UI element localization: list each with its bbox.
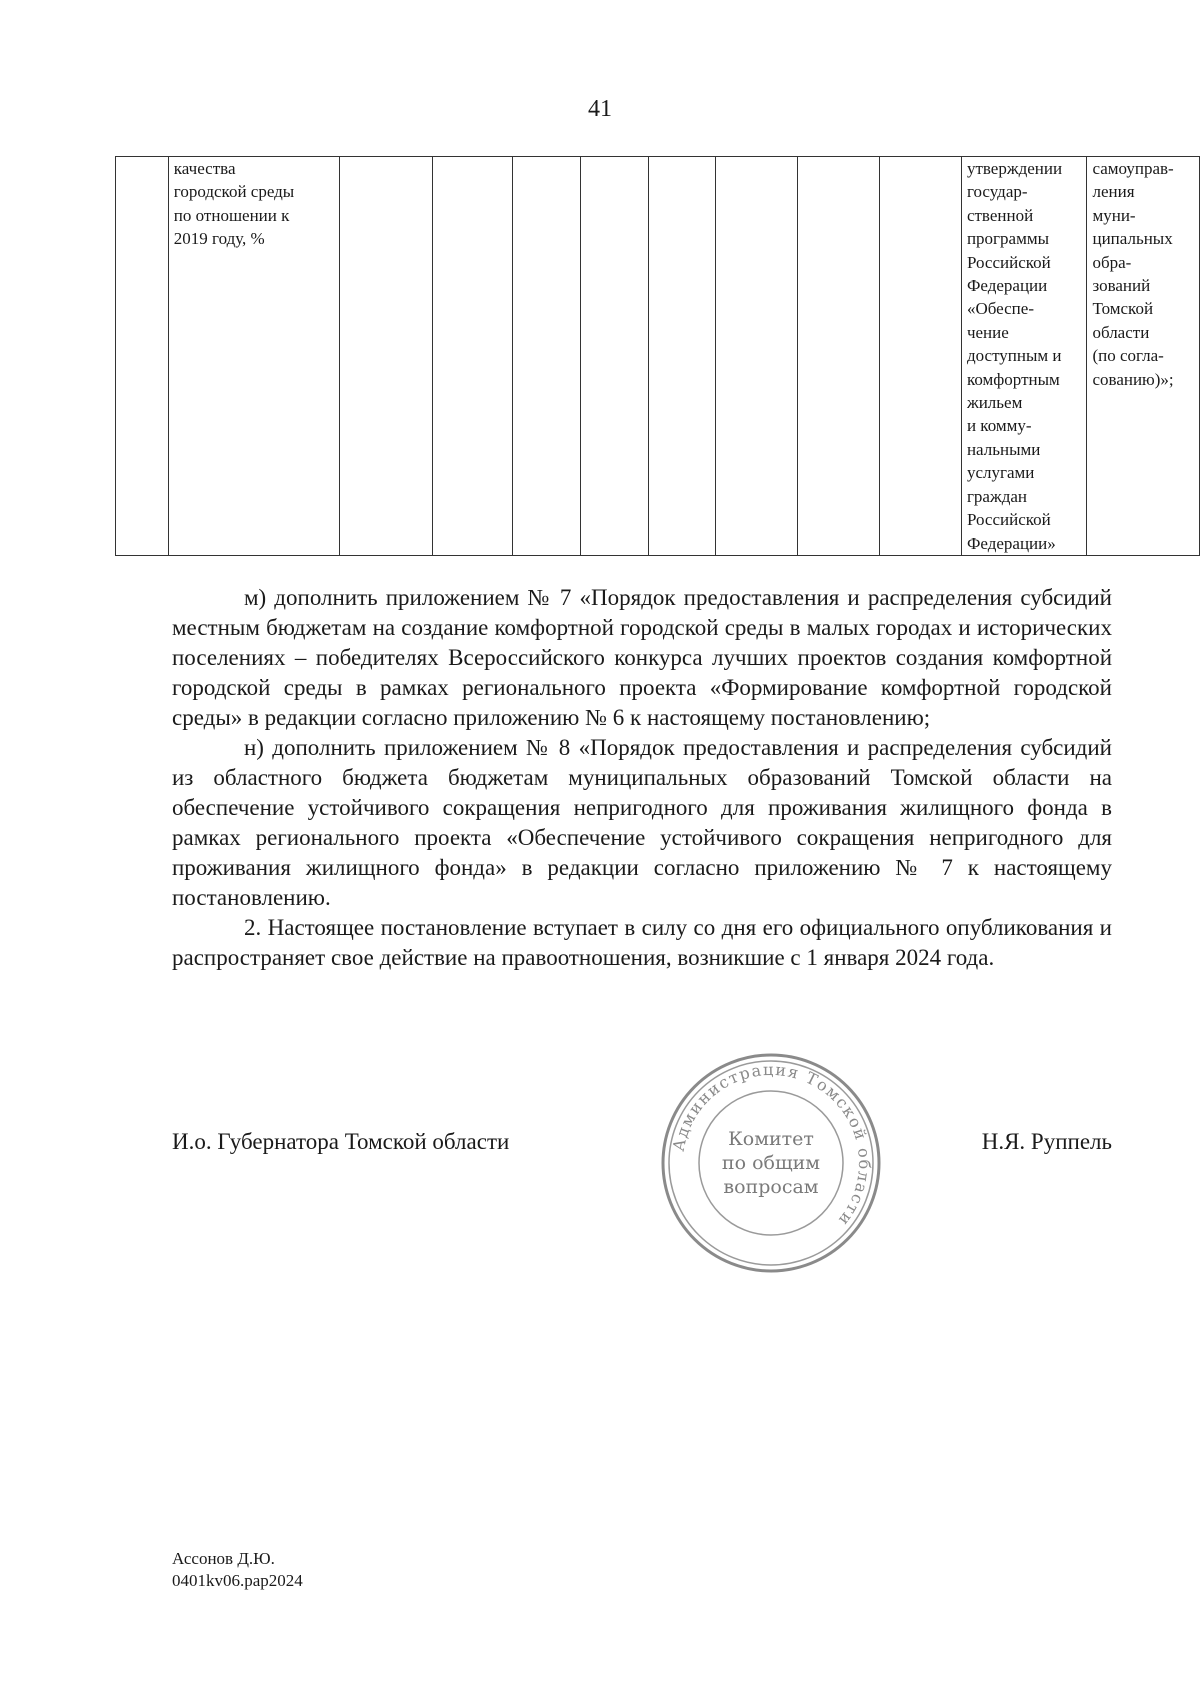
cell-line: «Обеспе- <box>966 299 1034 319</box>
cell-line: муни- <box>1092 205 1136 225</box>
cell-line: 2019 году, % <box>173 229 265 249</box>
table-cell-empty <box>648 157 716 556</box>
cell-line: сованию)»; <box>1092 369 1174 389</box>
cell-line: (по согла- <box>1092 346 1164 366</box>
table-cell-empty <box>339 157 432 556</box>
continuation-table <box>115 156 1200 556</box>
cell-line: качества <box>173 159 236 178</box>
cell-line: и комму- <box>966 416 1032 436</box>
footer-author: Ассонов Д.Ю. <box>172 1549 275 1568</box>
cell-line: государ- <box>966 182 1028 202</box>
table-cell-number <box>116 157 169 556</box>
cell-line: области <box>1092 322 1150 342</box>
cell-line: услугами <box>966 463 1035 483</box>
table-cell-empty <box>432 157 513 556</box>
paragraph-m: м) дополнить приложением № 7 «Порядок предоставления и распределения субсидий местным бюджетам на создание комфортной городской среды в малых городах и исторических поселениях – победителях Всероссийского конкурса лучших проектов создания комфортной городской среды в рамках регионального проекта «Формирование комфортной городской среды» в редакции согласно приложению № 6 к настоящему постановлению; <box>172 585 1112 730</box>
cell-line: комфортным <box>966 369 1060 389</box>
table-cell-empty <box>880 157 962 556</box>
cell-line: доступным и <box>966 346 1062 366</box>
basis-lines <box>967 157 1082 555</box>
paragraph-2: 2. Настоящее постановление вступает в силу со дня его официального опубликования и распространяет свое действие на правоотношения, возникшие с 1 января 2024 года. <box>172 915 1112 970</box>
cell-line: обра- <box>1092 252 1132 272</box>
cell-line: утверждении <box>966 159 1063 178</box>
cell-line: Российской <box>966 252 1051 272</box>
table-cell-empty <box>580 157 648 556</box>
cell-line: Томской <box>1092 299 1154 319</box>
paragraph-n: н) дополнить приложением № 8 «Порядок предоставления и распределения субсидий из областного бюджета бюджетам муниципальных образований Томской области на обеспечение устойчивого сокращения непригодного для проживания жилищного фонда в рамках регионального проекта «Обеспечение устойчивого сокращения непригодного для проживания жилищного фонда» в редакции согласно приложению № 7 к настоящему постановлению. <box>172 735 1112 910</box>
cell-line: городской среды <box>173 182 295 202</box>
table-cell-indicator <box>168 157 339 556</box>
official-seal <box>656 1048 886 1278</box>
cell-line: Федерации» <box>966 533 1056 553</box>
table-cell-empty <box>716 157 798 556</box>
cell-line: ственной <box>966 205 1034 225</box>
seal-outer-text: Администрация Томской области <box>668 1059 875 1231</box>
table-cell-empty <box>797 157 880 556</box>
cell-line: ципальных <box>1092 229 1173 249</box>
cell-line: граждан <box>966 486 1028 506</box>
cell-line: Российской <box>966 510 1051 530</box>
signatory-name: Н.Я. Руппель <box>981 1129 1112 1154</box>
signatory-position: И.о. Губернатора Томской области <box>172 1129 510 1154</box>
cell-line: жильем <box>966 393 1023 413</box>
cell-line: чение <box>966 322 1009 342</box>
page-number: 41 <box>588 96 612 122</box>
seal-line-1: Комитет <box>728 1128 814 1150</box>
seal-line-3: вопросам <box>723 1176 819 1198</box>
footer <box>172 1548 303 1592</box>
indicator-lines <box>174 157 334 251</box>
cell-line: Федерации <box>966 276 1048 296</box>
table-cell-responsible <box>1087 157 1200 556</box>
footer-file: 0401kv06.pap2024 <box>172 1571 303 1590</box>
cell-line: нальными <box>966 439 1041 459</box>
cell-line: зований <box>1092 276 1151 296</box>
cell-line: по отношении к <box>173 205 290 225</box>
table-row <box>116 157 1200 556</box>
cell-line: самоуправ- <box>1092 159 1174 178</box>
cell-line: ления <box>1092 182 1135 202</box>
cell-line: программы <box>966 229 1050 249</box>
seal-line-2: по общим <box>721 1152 821 1174</box>
responsible-lines <box>1092 157 1194 391</box>
table-cell-empty <box>513 157 581 556</box>
body-text <box>172 583 1112 973</box>
table-cell-basis <box>961 157 1087 556</box>
